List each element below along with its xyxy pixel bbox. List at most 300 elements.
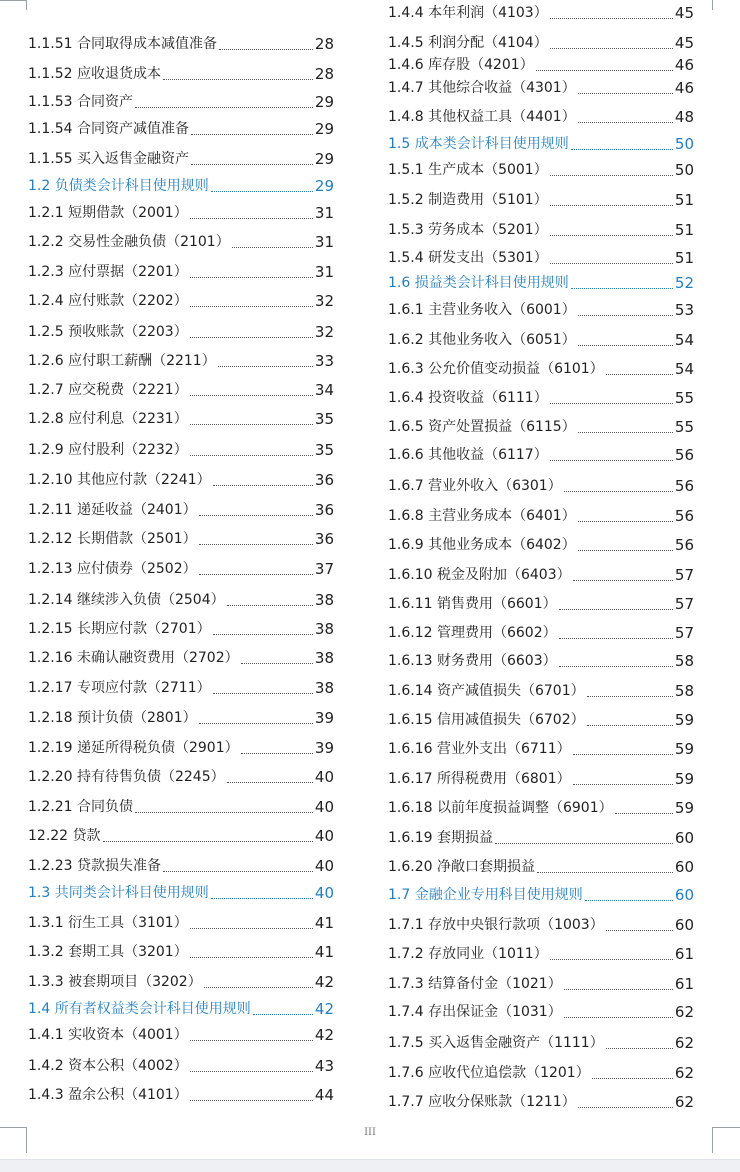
toc-entry-page: 31 [314, 204, 334, 222]
toc-entry-title: 1.5.2 制造费用（5101） [388, 192, 548, 208]
toc-entry-page: 44 [314, 1086, 334, 1104]
toc-entry[interactable] [28, 970, 334, 994]
toc-entry-title: 1.2.12 长期借款（2501） [28, 531, 197, 547]
toc-entry[interactable] [388, 328, 694, 352]
dot-leader [578, 93, 673, 94]
dot-leader [190, 928, 313, 929]
dot-leader [550, 175, 673, 176]
toc-entry-title: 1.3.1 衍生工具（3101） [28, 915, 188, 931]
toc-entry-title: 1.2 负债类会计科目使用规则 [28, 178, 209, 194]
toc-section-heading[interactable] [28, 997, 334, 1021]
toc-entry[interactable] [28, 824, 334, 848]
toc-entry-title: 1.6.19 套期损益 [388, 830, 493, 846]
toc-entry-title: 1.1.54 合同资产减值准备 [28, 121, 189, 137]
dot-leader [615, 813, 673, 814]
toc-section-heading[interactable] [388, 271, 694, 295]
dot-leader [564, 1017, 673, 1018]
dot-leader [213, 634, 313, 635]
dot-leader [218, 366, 313, 367]
toc-entry-page: 32 [314, 292, 334, 310]
toc-entry-page: 46 [674, 56, 694, 74]
toc-entry-page: 56 [674, 536, 694, 554]
dot-leader [199, 723, 313, 724]
toc-entry-title: 1.2.18 预计负债（2801） [28, 710, 197, 726]
dot-leader [564, 989, 673, 990]
dot-leader [537, 872, 673, 873]
toc-entry-page: 29 [314, 177, 334, 195]
toc-entry[interactable] [388, 592, 694, 616]
toc-entry[interactable] [388, 826, 694, 850]
toc-entry[interactable] [388, 415, 694, 439]
toc-entry-page: 55 [674, 389, 694, 407]
toc-entry-page: 40 [314, 827, 334, 845]
dot-leader [578, 315, 673, 316]
dot-leader [536, 70, 673, 71]
toc-entry-page: 60 [674, 858, 694, 876]
toc-entry-title: 1.4.2 资本公积（4002） [28, 1058, 188, 1074]
toc-section-heading[interactable] [388, 132, 694, 156]
dot-leader [550, 263, 673, 264]
dot-leader [550, 205, 673, 206]
toc-entry-page: 62 [674, 1093, 694, 1111]
dot-leader [191, 134, 313, 135]
toc-entry-page: 42 [314, 1000, 334, 1018]
toc-entry[interactable] [28, 201, 334, 225]
toc-entry-page: 54 [674, 360, 694, 378]
crop-mark [712, 1127, 740, 1128]
toc-entry-title: 1.4.3 盈余公积（4101） [28, 1087, 188, 1103]
dot-leader [232, 247, 313, 248]
toc-entry-page: 51 [674, 221, 694, 239]
toc-entry-page: 41 [314, 943, 334, 961]
toc-entry-title: 1.4 所有者权益类会计科目使用规则 [28, 1001, 251, 1017]
dot-leader [578, 521, 673, 522]
toc-entry-title: 1.6.6 其他收益（6117） [388, 447, 548, 463]
toc-entry-page: 38 [314, 649, 334, 667]
toc-entry-title: 1.6.3 公允价值变动损益（6101） [388, 361, 604, 377]
toc-entry[interactable] [388, 1061, 694, 1085]
toc-entry[interactable] [28, 468, 334, 492]
toc-entry[interactable] [28, 407, 334, 431]
toc-entry-page: 58 [674, 652, 694, 670]
toc-entry-page: 37 [314, 560, 334, 578]
toc-entry-title: 1.6.13 财务费用（6603） [388, 653, 557, 669]
toc-entry[interactable] [388, 443, 694, 467]
dot-leader [578, 1107, 673, 1108]
toc-entry-title: 1.2.8 应付利息（2231） [28, 411, 188, 427]
toc-entry-page: 38 [314, 591, 334, 609]
toc-entry-title: 1.2.14 继续涉入负债（2504） [28, 592, 225, 608]
toc-entry[interactable] [388, 188, 694, 212]
toc-entry-title: 1.1.52 应收退货成本 [28, 66, 161, 82]
toc-entry[interactable] [28, 646, 334, 670]
dot-leader [199, 544, 313, 545]
toc-entry-title: 1.7.7 应收分保账款（1211） [388, 1094, 576, 1110]
dot-leader [573, 580, 673, 581]
dot-leader [495, 843, 673, 844]
toc-entry-page: 51 [674, 249, 694, 267]
toc-section-heading[interactable] [28, 174, 334, 198]
toc-entry-page: 31 [314, 233, 334, 251]
dot-leader [571, 149, 673, 150]
dot-leader [190, 395, 313, 396]
dot-leader [253, 1014, 313, 1015]
dot-leader [163, 79, 313, 80]
toc-entry-page: 62 [674, 1003, 694, 1021]
toc-entry-page: 57 [674, 595, 694, 613]
toc-entry-page: 59 [674, 770, 694, 788]
toc-entry[interactable] [28, 940, 334, 964]
toc-entry[interactable] [388, 679, 694, 703]
toc-entry-page: 39 [314, 709, 334, 727]
toc-entry-page: 48 [674, 108, 694, 126]
toc-entry[interactable] [28, 378, 334, 402]
dot-leader [606, 374, 673, 375]
toc-entry-page: 35 [314, 410, 334, 428]
toc-entry-page: 62 [674, 1064, 694, 1082]
toc-entry[interactable] [28, 349, 334, 373]
toc-entry[interactable] [28, 498, 334, 522]
dot-leader [550, 48, 673, 49]
toc-entry-page: 60 [674, 916, 694, 934]
toc-entry-title: 1.2.11 递延收益（2401） [28, 502, 197, 518]
toc-entry-title: 1.4.4 本年利润（4103） [388, 5, 548, 21]
toc-entry-title: 1.6.9 其他业务成本（6402） [388, 537, 576, 553]
dot-leader [219, 49, 313, 50]
toc-entry-page: 57 [674, 566, 694, 584]
dot-leader [587, 696, 673, 697]
toc-entry-title: 1.2.4 应付账款（2202） [28, 293, 188, 309]
crop-mark [0, 0, 26, 1]
dot-leader [190, 1071, 313, 1072]
dot-leader [606, 930, 673, 931]
crop-mark [26, 0, 27, 10]
toc-entry-title: 1.2.20 持有待售负债（2245） [28, 769, 225, 785]
toc-entry-title: 1.2.13 应付债券（2502） [28, 561, 197, 577]
toc-entry[interactable] [28, 588, 334, 612]
toc-entry-title: 1.5.4 研发支出（5301） [388, 250, 548, 266]
toc-entry[interactable] [28, 320, 334, 344]
dot-leader [190, 306, 313, 307]
toc-entry[interactable] [388, 913, 694, 937]
dot-leader [550, 460, 673, 461]
toc-entry-title: 1.1.53 合同资产 [28, 94, 133, 110]
toc-entry-page: 40 [314, 768, 334, 786]
toc-entry-title: 1.2.5 预收账款（2203） [28, 324, 188, 340]
toc-entry[interactable] [28, 736, 334, 760]
dot-leader [606, 1048, 673, 1049]
toc-entry-title: 1.4.7 其他综合收益（4301） [388, 80, 576, 96]
toc-entry-page: 54 [674, 331, 694, 349]
toc-entry-title: 1.3.2 套期工具（3201） [28, 944, 188, 960]
dot-leader [592, 1078, 673, 1079]
toc-entry[interactable] [388, 357, 694, 381]
toc-entry-title: 1.2.9 应付股利（2232） [28, 442, 188, 458]
toc-entry[interactable] [388, 298, 694, 322]
toc-entry[interactable] [28, 438, 334, 462]
toc-entry[interactable] [28, 527, 334, 551]
toc-entry-page: 29 [314, 93, 334, 111]
toc-entry-title: 1.4.1 实收资本（4001） [28, 1027, 188, 1043]
toc-entry-title: 1.5.3 劳务成本（5201） [388, 222, 548, 238]
toc-entry-page: 58 [674, 682, 694, 700]
toc-entry-page: 57 [674, 624, 694, 642]
toc-entry[interactable] [28, 289, 334, 313]
dot-leader [227, 605, 313, 606]
toc-entry[interactable] [28, 1054, 334, 1078]
toc-entry[interactable] [28, 260, 334, 284]
toc-entry[interactable] [388, 855, 694, 879]
toc-entry[interactable] [388, 246, 694, 270]
toc-entry[interactable] [28, 1083, 334, 1107]
page-number: III [364, 1127, 376, 1138]
dot-leader [103, 841, 313, 842]
toc-entry[interactable] [388, 533, 694, 557]
dot-leader [213, 693, 313, 694]
toc-entry-page: 45 [674, 34, 694, 52]
toc-entry[interactable] [28, 117, 334, 141]
toc-entry[interactable] [388, 767, 694, 791]
toc-entry-page: 36 [314, 471, 334, 489]
toc-entry[interactable] [388, 1090, 694, 1114]
dot-leader [190, 424, 313, 425]
dot-leader [571, 288, 673, 289]
toc-entry-title: 1.7 金融企业专用科目使用规则 [388, 887, 583, 903]
dot-leader [578, 432, 673, 433]
toc-entry-title: 1.5.1 生产成本（5001） [388, 162, 548, 178]
toc-entry-page: 32 [314, 323, 334, 341]
toc-entry[interactable] [388, 737, 694, 761]
toc-entry-page: 43 [314, 1057, 334, 1075]
toc-entry[interactable] [388, 1031, 694, 1055]
dot-leader [199, 515, 313, 516]
dot-leader [163, 871, 313, 872]
dot-leader [191, 164, 313, 165]
toc-entry-title: 12.22 贷款 [28, 828, 101, 844]
toc-entry-title: 1.4.8 其他权益工具（4401） [388, 109, 576, 125]
toc-entry-page: 28 [314, 35, 334, 53]
toc-entry-title: 1.2.3 应付票据（2201） [28, 264, 188, 280]
toc-entry-page: 28 [314, 65, 334, 83]
toc-entry-title: 1.6.17 所得税费用（6801） [388, 771, 571, 787]
toc-entry-title: 1.6.11 销售费用（6601） [388, 596, 557, 612]
toc-entry-title: 1.2.17 专项应付款（2711） [28, 680, 211, 696]
toc-entry-title: 1.6.15 信用减值损失（6702） [388, 712, 585, 728]
toc-entry[interactable] [28, 854, 334, 878]
toc-entry-page: 33 [314, 352, 334, 370]
toc-entry[interactable] [28, 795, 334, 819]
toc-entry[interactable] [388, 942, 694, 966]
toc-entry-page: 29 [314, 120, 334, 138]
dot-leader [559, 638, 673, 639]
toc-entry-title: 1.7.5 买入返售金融资产（1111） [388, 1035, 604, 1051]
toc-entry-title: 1.4.5 利润分配（4104） [388, 35, 548, 51]
toc-entry-title: 1.2.2 交易性金融负债（2101） [28, 234, 230, 250]
toc-entry-title: 1.2.10 其他应付款（2241） [28, 472, 211, 488]
toc-entry-title: 1.4.6 库存股（4201） [388, 57, 534, 73]
toc-entry-title: 1.7.6 应收代位追偿款（1201） [388, 1065, 590, 1081]
dot-leader [578, 550, 673, 551]
toc-entry-page: 51 [674, 191, 694, 209]
toc-entry[interactable] [388, 76, 694, 100]
dot-leader [190, 277, 313, 278]
toc-entry[interactable] [28, 147, 334, 171]
toc-entry-page: 56 [674, 477, 694, 495]
toc-entry-title: 1.7.2 存放同业（1011） [388, 946, 548, 962]
toc-section-heading[interactable] [28, 881, 334, 905]
toc-entry[interactable] [28, 1023, 334, 1047]
toc-entry-title: 1.6.5 资产处置损益（6115） [388, 419, 576, 435]
toc-entry[interactable] [28, 765, 334, 789]
toc-entry-title: 1.2.1 短期借款（2001） [28, 205, 188, 221]
toc-entry-page: 29 [314, 150, 334, 168]
toc-entry[interactable] [388, 504, 694, 528]
toc-entry[interactable] [388, 31, 694, 55]
toc-entry-title: 1.6.10 税金及附加（6403） [388, 567, 571, 583]
toc-entry[interactable] [28, 706, 334, 730]
dot-leader [573, 754, 673, 755]
toc-entry-page: 36 [314, 530, 334, 548]
toc-entry[interactable] [28, 911, 334, 935]
toc-entry-page: 36 [314, 501, 334, 519]
toc-entry[interactable] [388, 621, 694, 645]
crop-mark [26, 1127, 27, 1153]
toc-entry[interactable] [388, 649, 694, 673]
toc-entry-page: 40 [314, 884, 334, 902]
toc-entry[interactable] [28, 32, 334, 56]
dot-leader [190, 1040, 313, 1041]
toc-entry-page: 35 [314, 441, 334, 459]
dot-leader [190, 957, 313, 958]
toc-section-heading[interactable] [388, 883, 694, 907]
toc-entry[interactable] [388, 1, 694, 25]
toc-entry[interactable] [28, 230, 334, 254]
dot-leader [559, 666, 673, 667]
toc-entry[interactable] [388, 218, 694, 242]
toc-entry-page: 41 [314, 914, 334, 932]
dot-leader [135, 812, 313, 813]
toc-entry-title: 1.6.14 资产减值损失（6701） [388, 683, 585, 699]
toc-entry-page: 55 [674, 418, 694, 436]
toc-entry-page: 60 [674, 886, 694, 904]
toc-entry[interactable] [388, 53, 694, 77]
toc-entry-title: 1.2.21 合同负债 [28, 799, 133, 815]
toc-entry-title: 1.7.3 结算备付金（1021） [388, 976, 562, 992]
toc-entry[interactable] [28, 62, 334, 86]
dot-leader [550, 959, 673, 960]
dot-leader [559, 609, 673, 610]
dot-leader [564, 491, 673, 492]
toc-entry-page: 39 [314, 739, 334, 757]
toc-entry[interactable] [388, 563, 694, 587]
toc-entry-page: 46 [674, 79, 694, 97]
dot-leader [550, 18, 673, 19]
toc-entry-title: 1.1.55 买入返售金融资产 [28, 151, 189, 167]
toc-entry[interactable] [28, 676, 334, 700]
toc-entry-title: 1.7.4 存出保证金（1031） [388, 1004, 562, 1020]
toc-entry[interactable] [28, 90, 334, 114]
toc-entry[interactable] [388, 796, 694, 820]
dot-leader [227, 782, 313, 783]
toc-entry-title: 1.1.51 合同取得成本减值准备 [28, 36, 217, 52]
dot-leader [199, 574, 313, 575]
toc-entry-page: 34 [314, 381, 334, 399]
toc-entry-title: 1.2.23 贷款损失准备 [28, 858, 161, 874]
dot-leader [241, 663, 313, 664]
toc-entry-title: 1.2.16 未确认融资费用（2702） [28, 650, 239, 666]
toc-entry[interactable] [388, 386, 694, 410]
dot-leader [190, 455, 313, 456]
dot-leader [211, 191, 313, 192]
toc-entry-title: 1.2.7 应交税费（2221） [28, 382, 188, 398]
dot-leader [190, 1100, 313, 1101]
dot-leader [135, 107, 313, 108]
crop-mark [712, 0, 713, 10]
toc-entry-title: 1.3 共同类会计科目使用规则 [28, 885, 209, 901]
toc-entry-page: 42 [314, 973, 334, 991]
toc-entry-page: 40 [314, 857, 334, 875]
toc-entry-title: 1.6.20 净敞口套期损益 [388, 859, 535, 875]
toc-entry-title: 1.6.1 主营业务收入（6001） [388, 302, 576, 318]
dot-leader [550, 235, 673, 236]
crop-mark [0, 1127, 26, 1128]
toc-entry[interactable] [388, 972, 694, 996]
toc-entry-page: 62 [674, 1034, 694, 1052]
dot-leader [204, 987, 313, 988]
toc-entry-title: 1.6.2 其他业务收入（6051） [388, 332, 576, 348]
toc-entry-page: 59 [674, 740, 694, 758]
toc-entry-page: 53 [674, 301, 694, 319]
toc-entry-page: 60 [674, 829, 694, 847]
toc-entry[interactable] [388, 708, 694, 732]
toc-entry-title: 1.3.3 被套期项目（3202） [28, 974, 202, 990]
toc-entry[interactable] [388, 105, 694, 129]
toc-entry-page: 38 [314, 620, 334, 638]
toc-entry[interactable] [388, 158, 694, 182]
toc-entry[interactable] [388, 1000, 694, 1024]
dot-leader [190, 218, 313, 219]
viewer-bottom-strip [0, 1159, 740, 1172]
toc-entry-title: 1.2.15 长期应付款（2701） [28, 621, 211, 637]
toc-entry-page: 56 [674, 507, 694, 525]
toc-entry-title: 1.6.7 营业外收入（6301） [388, 478, 562, 494]
toc-entry-page: 42 [314, 1026, 334, 1044]
crop-mark [712, 1127, 713, 1153]
toc-entry-title: 1.6.4 投资收益（6111） [388, 390, 548, 406]
toc-entry-page: 45 [674, 4, 694, 22]
toc-entry-title: 1.6.16 营业外支出（6711） [388, 741, 571, 757]
toc-entry-page: 31 [314, 263, 334, 281]
toc-entry-page: 59 [674, 799, 694, 817]
toc-entry-title: 1.2.6 应付职工薪酬（2211） [28, 353, 216, 369]
toc-entry[interactable] [28, 617, 334, 641]
dot-leader [578, 122, 673, 123]
toc-entry-page: 38 [314, 679, 334, 697]
toc-entry-page: 56 [674, 446, 694, 464]
toc-entry[interactable] [388, 474, 694, 498]
dot-leader [573, 784, 673, 785]
dot-leader [550, 403, 673, 404]
toc-entry-page: 52 [674, 274, 694, 292]
toc-entry-page: 59 [674, 711, 694, 729]
dot-leader [585, 900, 673, 901]
toc-entry-title: 1.5 成本类会计科目使用规则 [388, 136, 569, 152]
dot-leader [190, 337, 313, 338]
toc-entry[interactable] [28, 557, 334, 581]
toc-entry-page: 50 [674, 135, 694, 153]
toc-entry-title: 1.6.18 以前年度损益调整（6901） [388, 800, 613, 816]
toc-entry-title: 1.6 损益类会计科目使用规则 [388, 275, 569, 291]
